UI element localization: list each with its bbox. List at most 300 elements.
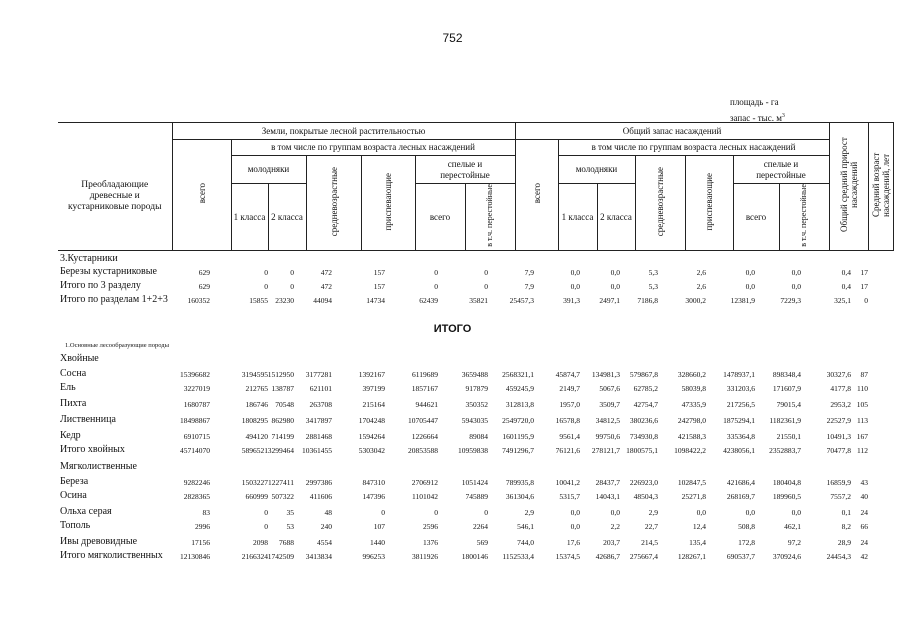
table-cell: 7,9 <box>524 282 534 291</box>
land-class1-header: 1 класса <box>231 184 268 251</box>
table-row <box>60 414 868 428</box>
table-cell: 4238056,1 <box>723 446 755 455</box>
table-cell: 66 <box>860 522 868 531</box>
table-cell: 53 <box>286 522 294 531</box>
table-cell: 128267,1 <box>677 552 706 561</box>
table-cell: 0,0 <box>570 522 580 531</box>
table-cell: 1440 <box>370 538 385 547</box>
table-cell: 62439 <box>419 296 438 305</box>
table-cell: 167 <box>856 432 868 441</box>
table-cell: 134981,3 <box>591 370 620 379</box>
table-cell: 2149,7 <box>559 384 580 393</box>
table-cell: 1808295 <box>241 416 268 425</box>
table-cell: 862980 <box>271 416 294 425</box>
table-cell: 15374,5 <box>555 552 580 561</box>
table-cell: 10041,2 <box>555 478 580 487</box>
table-cell: 1226664 <box>411 432 438 441</box>
table-cell: 203,7 <box>603 538 620 547</box>
table-cell: 9561,4 <box>559 432 580 441</box>
stock-class2-header: 2 класса <box>597 184 635 251</box>
table-cell: 2166324 <box>241 552 268 561</box>
stock-age-groups-header: в том числе по группам возраста лесных насаждений <box>558 140 829 156</box>
table-cell: 7688 <box>279 538 294 547</box>
table-row <box>60 444 868 458</box>
table-cell: 14043,1 <box>595 492 620 501</box>
table-cell: 113 <box>857 416 868 425</box>
row-label: Итого хвойных <box>60 444 125 455</box>
table-cell: 17 <box>860 282 868 291</box>
table-cell: 1376 <box>423 538 438 547</box>
table-header <box>58 122 894 251</box>
table-cell: 16578,8 <box>555 416 580 425</box>
table-cell: 42 <box>860 552 868 561</box>
table-cell: 361304,6 <box>505 492 534 501</box>
table-cell: 226923,0 <box>629 478 658 487</box>
table-cell: 45874,7 <box>555 370 580 379</box>
table-cell: 97,2 <box>787 538 801 547</box>
table-cell: 1594264 <box>358 432 385 441</box>
table-cell: 83 <box>202 508 210 517</box>
table-cell: 17,6 <box>566 538 580 547</box>
table-cell: 917879 <box>465 384 488 393</box>
table-cell: 0,0 <box>791 268 801 277</box>
table-cell: 3509,7 <box>599 400 620 409</box>
table-cell: 898348,4 <box>772 370 801 379</box>
table-row <box>60 398 868 412</box>
table-cell: 110 <box>857 384 868 393</box>
table-cell: 2,2 <box>610 522 620 531</box>
table-cell: 1857167 <box>411 384 438 393</box>
table-cell: 5,3 <box>648 282 658 291</box>
table-cell: 508,8 <box>738 522 755 531</box>
table-cell: 3000,2 <box>685 296 706 305</box>
table-cell: 0 <box>264 522 268 531</box>
table-cell: 24 <box>860 538 868 547</box>
table-cell: 3194595 <box>241 370 268 379</box>
table-cell: 138787 <box>271 384 294 393</box>
section-shrubs-title: 3.Кустарники <box>60 253 118 264</box>
table-cell: 99750,6 <box>595 432 620 441</box>
table-cell: 0,0 <box>570 282 580 291</box>
table-cell: 8,2 <box>841 522 851 531</box>
table-cell: 0 <box>290 282 294 291</box>
table-cell: 0,0 <box>570 508 580 517</box>
table-cell: 268169,7 <box>726 492 755 501</box>
table-cell: 325,1 <box>834 296 851 305</box>
table-cell: 186746 <box>245 400 268 409</box>
table-cell: 1742509 <box>267 552 294 561</box>
table-cell: 2,6 <box>696 282 706 291</box>
table-cell: 789935,8 <box>505 478 534 487</box>
table-cell: 107 <box>373 522 385 531</box>
table-cell: 1227411 <box>268 478 294 487</box>
table-row <box>60 550 868 564</box>
table-cell: 34812,5 <box>595 416 620 425</box>
table-cell: 2352883,7 <box>769 446 801 455</box>
table-cell: 0 <box>434 268 438 277</box>
table-cell: 0,0 <box>745 508 755 517</box>
table-cell: 2,6 <box>696 268 706 277</box>
table-row <box>60 430 868 444</box>
stock-middle-header: средневозрастные <box>635 156 685 251</box>
table-cell: 35 <box>286 508 294 517</box>
table-cell: 569 <box>476 538 488 547</box>
table-cell: 70548 <box>275 400 294 409</box>
land-middle-header: средневозрастные <box>306 156 361 251</box>
table-row <box>60 266 868 280</box>
table-cell: 0,0 <box>570 268 580 277</box>
table-cell: 24 <box>860 508 868 517</box>
table-cell: 944621 <box>415 400 438 409</box>
table-cell: 0,1 <box>841 508 851 517</box>
table-cell: 5303042 <box>358 446 385 455</box>
table-cell: 1392167 <box>358 370 385 379</box>
species-header: Преобладающие древесные и кустарниковые породы <box>58 123 172 251</box>
table-row <box>60 520 868 534</box>
area-unit: площадь - га <box>730 97 779 107</box>
table-cell: 472 <box>320 282 332 291</box>
table-cell: 14734 <box>366 296 385 305</box>
table-cell: 0,4 <box>841 282 851 291</box>
table-cell: 660999 <box>245 492 268 501</box>
table-cell: 2568321,1 <box>502 370 534 379</box>
table-cell: 217256,5 <box>726 400 755 409</box>
table-cell: 397199 <box>362 384 385 393</box>
row-label: Тополь <box>60 520 91 531</box>
table-cell: 147396 <box>362 492 385 501</box>
stock-class1-header: 1 класса <box>558 184 597 251</box>
table-cell: 12130846 <box>180 552 210 561</box>
table-cell: 2706912 <box>411 478 438 487</box>
table-cell: 79015,4 <box>776 400 801 409</box>
table-cell: 3417897 <box>305 416 332 425</box>
table-cell: 189960,5 <box>772 492 801 501</box>
table-cell: 0 <box>290 268 294 277</box>
land-overmature-header: в т.ч. перестойные <box>465 184 515 251</box>
table-cell: 17156 <box>191 538 210 547</box>
table-cell: 370924,6 <box>772 552 801 561</box>
table-cell: 1503227 <box>241 478 268 487</box>
table-row <box>60 294 868 308</box>
table-cell: 157 <box>373 282 385 291</box>
table-cell: 331203,6 <box>726 384 755 393</box>
table-cell: 328660,2 <box>677 370 706 379</box>
table-cell: 28,9 <box>837 538 851 547</box>
table-cell: 105 <box>856 400 868 409</box>
table-cell: 45714070 <box>180 446 210 455</box>
table-cell: 12,4 <box>692 522 706 531</box>
table-cell: 180404,8 <box>772 478 801 487</box>
table-cell: 1512950 <box>267 370 294 379</box>
table-cell: 89084 <box>469 432 488 441</box>
table-cell: 629 <box>198 268 210 277</box>
table-cell: 5896521 <box>241 446 268 455</box>
table-cell: 579867,8 <box>629 370 658 379</box>
row-label: Лиственница <box>60 414 116 425</box>
table-cell: 621101 <box>309 384 332 393</box>
table-cell: 42686,7 <box>595 552 620 561</box>
table-cell: 4554 <box>317 538 332 547</box>
table-cell: 35821 <box>469 296 488 305</box>
table-cell: 18498867 <box>180 416 210 425</box>
table-cell: 0,0 <box>791 508 801 517</box>
table-cell: 7491296,7 <box>502 446 534 455</box>
row-label: Итого мягколиственных <box>60 550 163 561</box>
table-cell: 391,3 <box>563 296 580 305</box>
table-cell: 0 <box>864 296 868 305</box>
table-cell: 2549720,0 <box>502 416 534 425</box>
table-cell: 1051424 <box>461 478 488 487</box>
table-cell: 0,0 <box>745 268 755 277</box>
table-cell: 0,0 <box>610 268 620 277</box>
table-cell: 6119689 <box>412 370 438 379</box>
table-cell: 10959838 <box>458 446 488 455</box>
table-cell: 70477,8 <box>826 446 851 455</box>
table-cell: 5943035 <box>461 416 488 425</box>
table-cell: 242798,0 <box>677 416 706 425</box>
table-cell: 102847,5 <box>677 478 706 487</box>
land-total-header: всего <box>172 140 231 251</box>
table-cell: 44094 <box>313 296 332 305</box>
table-cell: 48504,3 <box>633 492 658 501</box>
table-cell: 28437,7 <box>595 478 620 487</box>
table-cell: 25271,8 <box>681 492 706 501</box>
table-cell: 58039,8 <box>681 384 706 393</box>
table-cell: 76121,6 <box>555 446 580 455</box>
table-cell: 2828365 <box>183 492 210 501</box>
table-cell: 0 <box>434 508 438 517</box>
table-cell: 350352 <box>465 400 488 409</box>
land-class2-header: 2 класса <box>268 184 306 251</box>
table-cell: 278121,7 <box>591 446 620 455</box>
row-label: Итого по разделам 1+2+3 <box>60 294 168 305</box>
table-cell: 629 <box>198 282 210 291</box>
row-label: Сосна <box>60 368 87 379</box>
itogo-subtitle: 1.Основные лесообразующие породы <box>65 342 169 349</box>
land-young-header: молодняки <box>231 156 306 184</box>
table-cell: 1182361,9 <box>769 416 801 425</box>
table-cell: 3413834 <box>305 552 332 561</box>
table-cell: 7557,2 <box>830 492 851 501</box>
table-row <box>60 280 868 294</box>
table-cell: 0 <box>264 282 268 291</box>
table-cell: 734930,8 <box>629 432 658 441</box>
table-cell: 1800146 <box>461 552 488 561</box>
table-cell: 421686,4 <box>726 478 755 487</box>
table-cell: 494120 <box>245 432 268 441</box>
row-label: Ольха серая <box>60 506 112 517</box>
stock-premature-header: приспевающие <box>685 156 733 251</box>
table-cell: 5,3 <box>648 268 658 277</box>
table-cell: 16859,9 <box>826 478 851 487</box>
table-cell: 2997386 <box>305 478 332 487</box>
table-cell: 1152533,4 <box>502 552 534 561</box>
table-cell: 1098422,2 <box>674 446 706 455</box>
table-cell: 1478937,1 <box>723 370 755 379</box>
table-cell: 0 <box>381 508 385 517</box>
itogo-title: ИТОГО <box>433 323 472 335</box>
table-row <box>60 368 868 382</box>
table-cell: 312813,8 <box>505 400 534 409</box>
stock-group-header: Общий запас насаждений <box>515 123 829 140</box>
table-cell: 10705447 <box>408 416 438 425</box>
table-cell: 462,1 <box>784 522 801 531</box>
table-cell: 275667,4 <box>629 552 658 561</box>
table-row <box>60 476 868 490</box>
table-cell: 10491,3 <box>826 432 851 441</box>
table-cell: 157 <box>373 268 385 277</box>
table-cell: 1704248 <box>358 416 385 425</box>
softwood-title: Мягколиственные <box>60 461 137 472</box>
table-cell: 48 <box>324 508 332 517</box>
table-row <box>60 490 868 504</box>
stock-overmature-header: в т.ч. перестойные <box>779 184 829 251</box>
table-cell: 2996 <box>195 522 210 531</box>
land-group-header: Земли, покрытые лесной растительностью <box>172 123 515 140</box>
table-cell: 5315,7 <box>559 492 580 501</box>
table-cell: 112 <box>857 446 868 455</box>
table-cell: 421588,3 <box>677 432 706 441</box>
table-cell: 263708 <box>309 400 332 409</box>
stock-unit-text: запас - тыс. м <box>730 113 782 123</box>
table-cell: 21550,1 <box>776 432 801 441</box>
table-cell: 2,9 <box>648 508 658 517</box>
row-label: Березы кустарниковые <box>60 266 157 277</box>
conifers-title: Хвойные <box>60 353 99 364</box>
table-cell: 0,4 <box>841 268 851 277</box>
table-cell: 22,7 <box>644 522 658 531</box>
table-cell: 2098 <box>253 538 268 547</box>
table-cell: 0 <box>484 508 488 517</box>
table-cell: 744,0 <box>517 538 534 547</box>
table-cell: 15396682 <box>180 370 210 379</box>
table-cell: 30327,6 <box>826 370 851 379</box>
table-cell: 1957,0 <box>559 400 580 409</box>
row-label: Итого по 3 разделу <box>60 280 141 291</box>
table-cell: 3811926 <box>412 552 438 561</box>
table-cell: 2497,1 <box>599 296 620 305</box>
table-cell: 0,0 <box>791 282 801 291</box>
table-cell: 22527,9 <box>826 416 851 425</box>
table-cell: 7229,3 <box>780 296 801 305</box>
stock-total-header: всего <box>515 140 558 251</box>
table-cell: 1680787 <box>183 400 210 409</box>
table-cell: 2,9 <box>524 508 534 517</box>
table-cell: 0,0 <box>610 508 620 517</box>
table-cell: 459245,9 <box>505 384 534 393</box>
stock-mature-total-header: всего <box>733 184 779 251</box>
table-cell: 1601195,9 <box>502 432 534 441</box>
table-cell: 240 <box>320 522 332 531</box>
table-cell: 1875294,1 <box>723 416 755 425</box>
stock-unit-sup: 3 <box>781 113 785 119</box>
table-cell: 0 <box>434 282 438 291</box>
table-cell: 5067,6 <box>599 384 620 393</box>
table-cell: 714199 <box>271 432 294 441</box>
table-cell: 47335,9 <box>681 400 706 409</box>
stock-mature-header: спелые и перестойные <box>733 156 829 184</box>
table-cell: 43 <box>860 478 868 487</box>
land-age-groups-header: в том числе по группам возраста лесных насаждений <box>231 140 515 156</box>
table-cell: 2953,2 <box>830 400 851 409</box>
table-cell: 380236,6 <box>629 416 658 425</box>
table-cell: 507322 <box>271 492 294 501</box>
table-cell: 847310 <box>362 478 385 487</box>
table-cell: 0,0 <box>610 282 620 291</box>
table-cell: 212765 <box>245 384 268 393</box>
row-label: Ивы древовидные <box>60 536 138 547</box>
growth-header: Общий средний прирост насаждений <box>829 123 868 251</box>
table-cell: 3659488 <box>461 370 488 379</box>
table-cell: 42754,7 <box>633 400 658 409</box>
table-cell: 745889 <box>465 492 488 501</box>
table-cell: 12381,9 <box>730 296 755 305</box>
table-row <box>60 536 868 550</box>
table-cell: 3227019 <box>183 384 210 393</box>
table-cell: 17 <box>860 268 868 277</box>
row-label: Ель <box>60 382 76 393</box>
table-cell: 546,1 <box>517 522 534 531</box>
row-label: Береза <box>60 476 89 487</box>
table-cell: 1800575,1 <box>626 446 658 455</box>
table-cell: 25457,3 <box>509 296 534 305</box>
table-cell: 0 <box>484 268 488 277</box>
table-cell: 3299464 <box>267 446 294 455</box>
row-label: Кедр <box>60 430 81 441</box>
table-cell: 411606 <box>309 492 332 501</box>
table-cell: 2596 <box>423 522 438 531</box>
table-cell: 214,5 <box>641 538 658 547</box>
table-cell: 160352 <box>187 296 210 305</box>
table-cell: 4177,8 <box>830 384 851 393</box>
table-cell: 1101042 <box>412 492 438 501</box>
table-cell: 472 <box>320 268 332 277</box>
stock-young-header: молодняки <box>558 156 635 184</box>
table-cell: 6910715 <box>183 432 210 441</box>
table-row <box>60 382 868 396</box>
table-cell: 335364,8 <box>726 432 755 441</box>
table-cell: 3177281 <box>305 370 332 379</box>
table-cell: 23230 <box>275 296 294 305</box>
table-cell: 0,0 <box>696 508 706 517</box>
land-premature-header: приспевающие <box>361 156 415 251</box>
table-cell: 10361455 <box>302 446 332 455</box>
table-cell: 996253 <box>362 552 385 561</box>
table-cell: 24454,3 <box>826 552 851 561</box>
avg-age-header: Средний возраст насаждений, лет <box>868 123 893 251</box>
table-cell: 690537,7 <box>726 552 755 561</box>
table-cell: 135,4 <box>689 538 706 547</box>
table-cell: 0 <box>264 268 268 277</box>
table-cell: 15855 <box>249 296 268 305</box>
table-cell: 62785,2 <box>633 384 658 393</box>
table-cell: 7,9 <box>524 268 534 277</box>
table-cell: 0 <box>484 282 488 291</box>
table-cell: 9282246 <box>183 478 210 487</box>
page-number: 752 <box>442 31 463 45</box>
table-cell: 2264 <box>473 522 488 531</box>
row-label: Пихта <box>60 398 87 409</box>
table-row <box>60 506 868 520</box>
table-cell: 215164 <box>362 400 385 409</box>
table-cell: 7186,8 <box>637 296 658 305</box>
land-mature-header: спелые и перестойные <box>415 156 515 184</box>
table-cell: 171607,9 <box>772 384 801 393</box>
table-cell: 172,8 <box>738 538 755 547</box>
table-cell: 2881468 <box>305 432 332 441</box>
land-mature-total-header: всего <box>415 184 465 251</box>
table-cell: 87 <box>860 370 868 379</box>
